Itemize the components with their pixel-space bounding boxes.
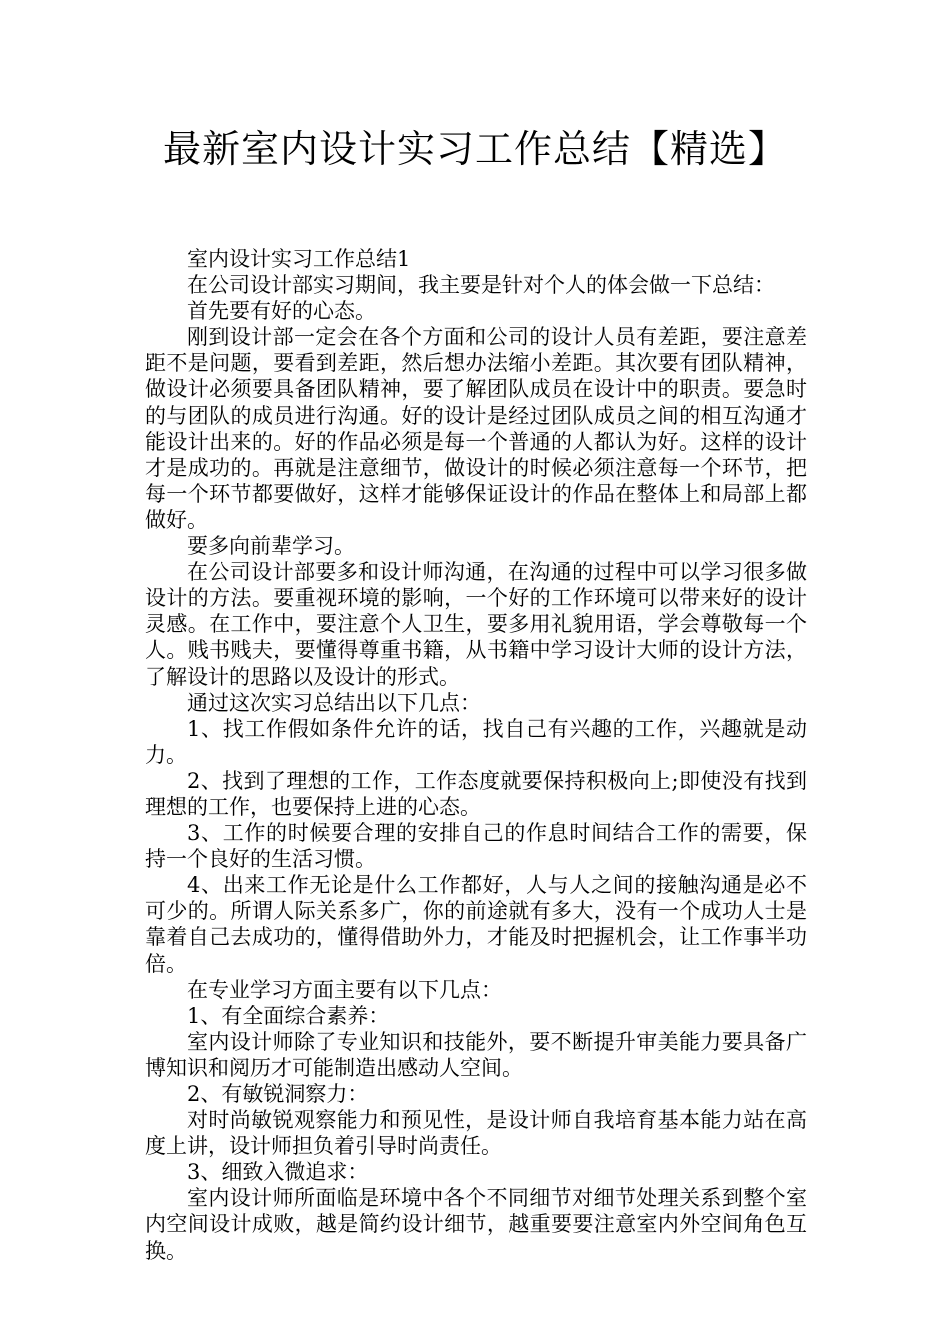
list-item: 4、出来工作无论是什么工作都好，人与人之间的接触沟通是必不可少的。所谓人际关系多广，你的前途就有多大，没有一个成功人士是靠着自己去成功的，懂得借助外力，才能及时把握机会，让工作事半功倍。 [145,873,807,976]
paragraph: 刚到设计部一定会在各个方面和公司的设计人员有差距，要注意差距不是问题，要看到差距，然后想办法缩小差距。其次要有团队精神，做设计必须要具备团队精神，要了解团队成员在设计中的职责。要急时的与团队的成员进行沟通。好的设计是经过团队成员之间的相互沟通才能设计出来的。好的作品必须是每一个普通的人都认为好。这样的设计才是成功的。再就是注意细节，做设计的时候必须注意每一个环节，把每一个环节都要做好，这样才能够保证设计的作品在整体上和局部上都做好。 [145,325,807,532]
paragraph: 在公司设计部要多和设计师沟通，在沟通的过程中可以学习很多做设计的方法。要重视环境的影响，一个好的工作环境可以带来好的设计灵感。在工作中，要注意个人卫生，要多用礼貌用语，学会尊敬每一个人。贱书贱夫，要懂得尊重书籍，从书籍中学习设计大师的设计方法，了解设计的思路以及设计的形式。 [145,560,807,689]
paragraph: 对时尚敏锐观察能力和预见性，是设计师自我培育基本能力站在高度上讲，设计师担负着引导时尚责任。 [145,1108,807,1159]
paragraph: 通过这次实习总结出以下几点： [187,690,481,715]
paragraph: 室内设计师除了专业知识和技能外，要不断提升审美能力要具备广博知识和阅历才可能制造出感动人空间。 [145,1029,807,1080]
list-item: 2、找到了理想的工作，工作态度就要保持积极向上;即使没有找到理想的工作，也要保持上进的心态。 [145,768,807,819]
list-item: 3、工作的时候要合理的安排自己的作息时间结合工作的需要，保持一个良好的生活习惯。 [145,821,807,872]
list-item: 1、找工作假如条件允许的话，找自己有兴趣的工作，兴趣就是动力。 [145,716,807,767]
list-item: 1、有全面综合素养： [187,1003,390,1028]
paragraph: 在专业学习方面主要有以下几点： [187,977,502,1002]
list-item: 3、细致入微追求： [187,1160,369,1185]
paragraph: 首先要有好的心态。 [187,299,376,324]
document-body [145,246,807,1264]
paragraph-heading: 室内设计实习工作总结1 [187,247,411,271]
document-title: 最新室内设计实习工作总结【精选】 [162,127,787,171]
paragraph: 在公司设计部实习期间，我主要是针对个人的体会做一下总结： [187,273,775,298]
paragraph: 室内设计师所面临是环境中各个不同细节对细节处理关系到整个室内空间设计成败，越是简约设计细节，越重要要注意室内外空间角色互换。 [145,1186,807,1263]
paragraph: 要多向前辈学习。 [187,534,355,559]
list-item: 2、有敏锐洞察力： [187,1082,369,1106]
